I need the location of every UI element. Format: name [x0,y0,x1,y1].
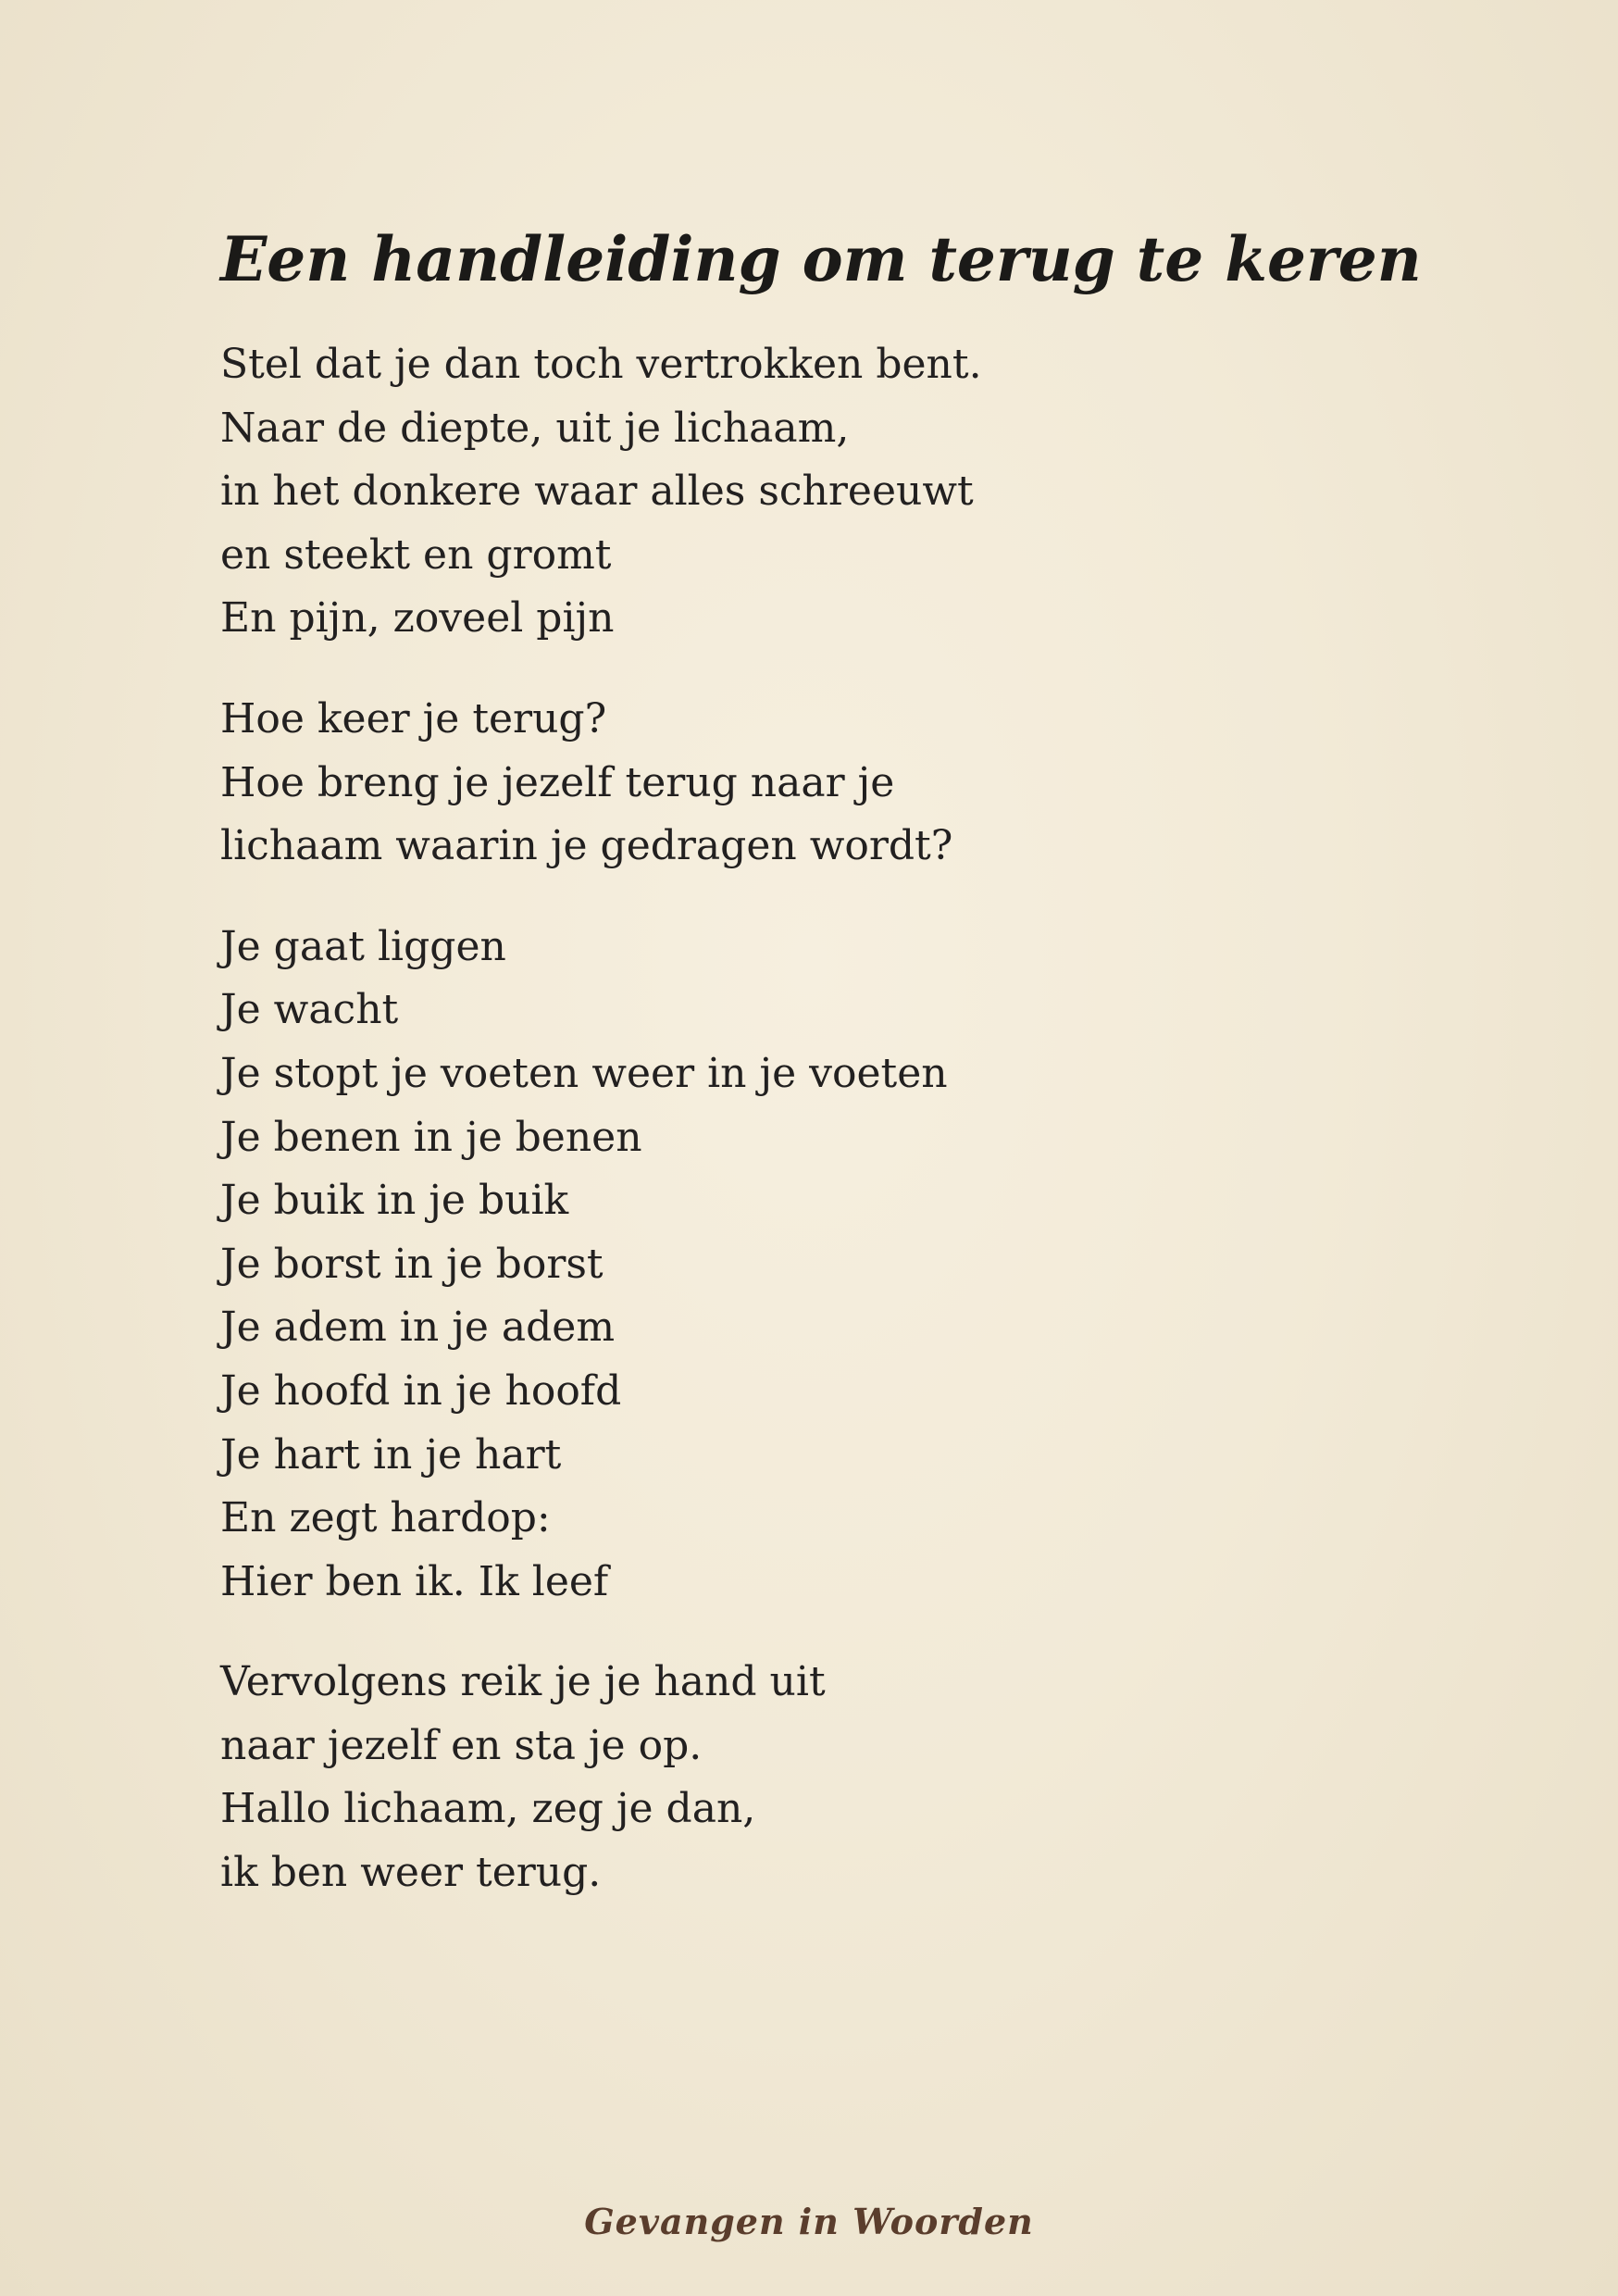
poem-line: Je wacht [220,986,399,1034]
poem-line: ik ben weer terug. [220,1849,602,1897]
poem-line: Hoe keer je terug? [220,694,607,742]
poem-line: Stel dat je dan toch vertrokken bent. [220,341,982,388]
poem-line: En zegt hardop: [220,1494,551,1542]
poem-line: Je adem in je adem [220,1304,616,1352]
poem-line: Je buik in je buik [220,1177,569,1225]
poem-line: Hoe breng je jezelf terug naar je [220,758,895,806]
poem-line: Je hoofd in je hoofd [220,1366,622,1415]
stanza-4 [220,1651,1424,1904]
poem-title: Een handleiding om terug te keren [220,223,1422,295]
poem-body [220,333,1424,1942]
poem-line: Je benen in je benen [220,1113,642,1161]
poem-line: Naar de diepte, uit je lichaam, [220,404,850,452]
poem-line: En pijn, zoveel pijn [220,594,615,643]
footer-signature: Gevangen in Woorden [584,2201,1034,2242]
poem-line: naar jezelf en sta je op. [220,1721,703,1769]
poem-line: in het donkere waar alles schreeuwt [220,468,974,516]
stanza-3 [220,916,1424,1615]
poem-line: Vervolgens reik je je hand uit [220,1658,826,1706]
poem-line: Je gaat liggen [220,922,506,970]
poem-line: Hier ben ik. Ik leef [220,1557,609,1605]
poem-line: Hallo lichaam, zeg je dan, [220,1785,756,1833]
poem-line: Je borst in je borst [220,1240,604,1288]
poem-line: Je hart in je hart [220,1430,562,1479]
stanza-2 [220,688,1424,879]
poem-line: en steekt en gromt [220,530,612,579]
poem-line: lichaam waarin je gedragen wordt? [220,822,953,870]
stanza-1 [220,333,1424,651]
poem-line: Je stopt je voeten weer in je voeten [220,1049,948,1097]
